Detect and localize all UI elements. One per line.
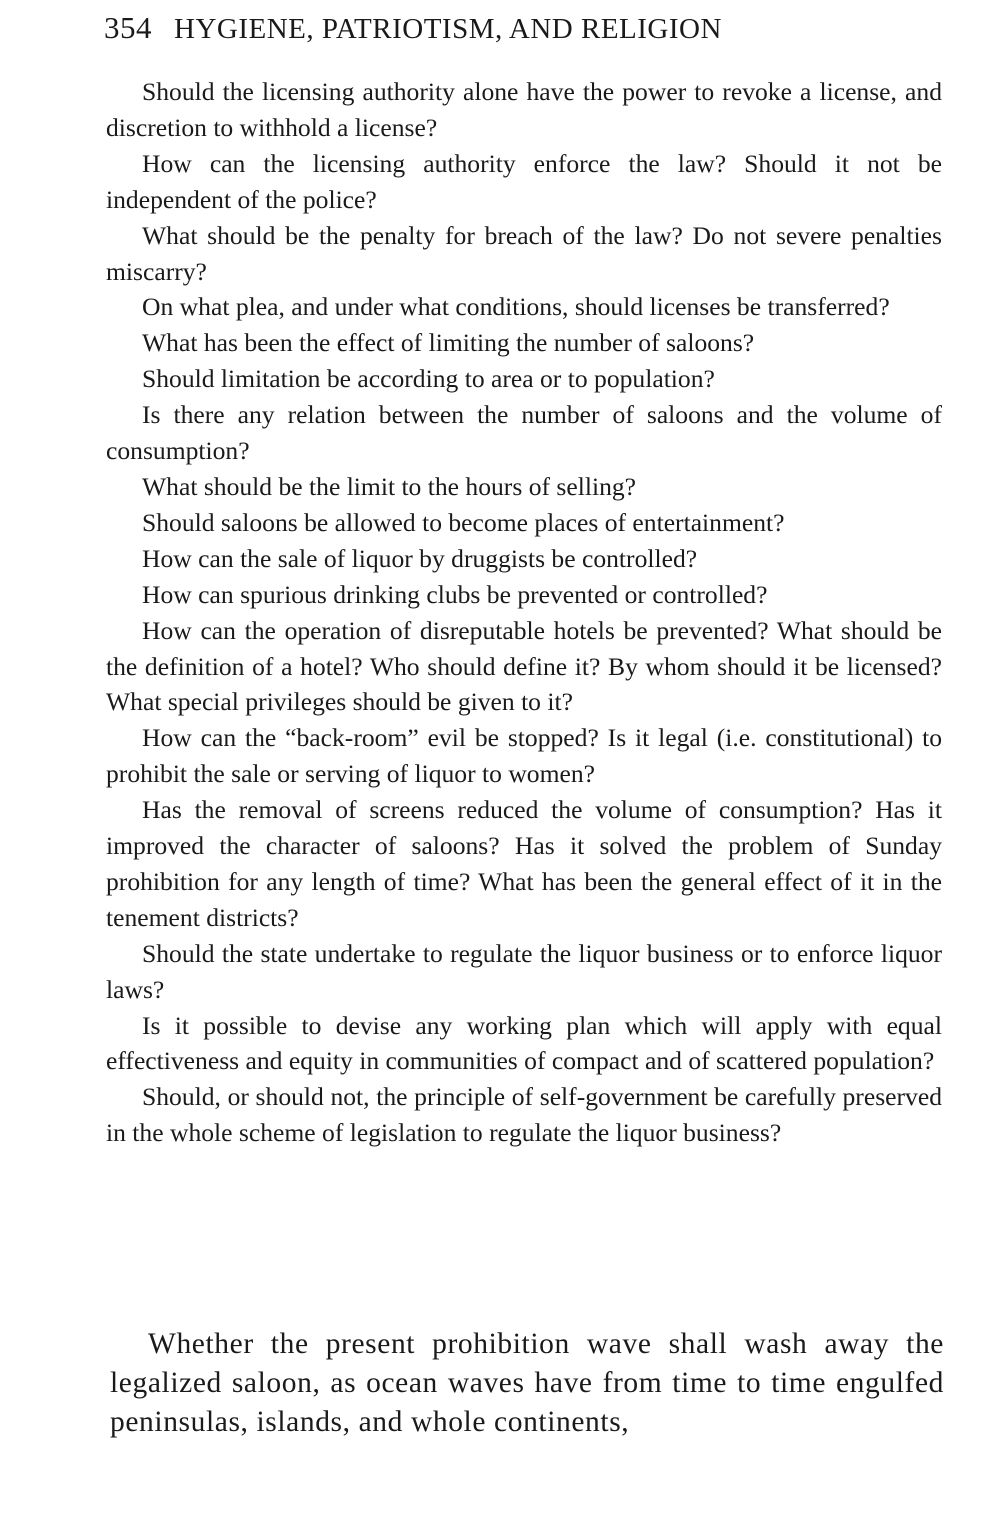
- question-paragraph: Should, or should not, the principle of self-government be carefully preserved in the whole scheme of legislation to regulate the liquor business?: [106, 1082, 942, 1148]
- question-paragraph: Has the removal of screens reduced the volume of consumption? Has it improved the character of saloons? Has it solved the problem of Sunday prohibition for any length of time? What has been the general effect of it in the tenement districts?: [106, 795, 942, 932]
- question-paragraph: Should the state undertake to regulate the liquor business or to enforce liquor laws?: [106, 938, 942, 1004]
- question-paragraph: How can spurious drinking clubs be prevented or controlled?: [142, 579, 768, 609]
- question-paragraph: What has been the effect of limiting the number of saloons?: [142, 328, 755, 358]
- question-paragraph: How can the operation of disreputable hotels be prevented? What should be the definition of a hotel? Who should define it? By whom should it be licensed? What special privileges should be given to it?: [106, 615, 942, 717]
- body-text: [110, 1325, 944, 1442]
- question-paragraph: Should the licensing authority alone have the power to revoke a license, and discretion to withhold a license?: [106, 77, 942, 142]
- question-paragraph: Is it possible to devise any working plan which will apply with equal effectiveness and equity in communities of compact and of scattered population?: [106, 1010, 942, 1076]
- question-paragraph: How can the sale of liquor by druggists be controlled?: [142, 543, 698, 573]
- question-paragraph: How can the licensing authority enforce the law? Should it not be independent of the police?: [106, 148, 942, 214]
- question-paragraph: How can the “back-room” evil be stopped? Is it legal (i.e. constitutional) to prohibit the sale or serving of liquor to women?: [106, 723, 942, 789]
- running-head: [104, 10, 944, 46]
- question-list: [106, 74, 942, 1151]
- question-paragraph: On what plea, and under what conditions, should licenses be transferred?: [142, 292, 890, 322]
- question-paragraph: What should be the penalty for breach of the law? Do not severe penalties miscarry?: [106, 220, 942, 286]
- running-title: HYGIENE, PATRIOTISM, AND RELIGION: [174, 13, 722, 45]
- body-paragraph: Whether the present prohibition wave shall wash away the legalized saloon, as ocean waves have from time to time engulfed peninsulas, islands, and whole continents,: [110, 1328, 944, 1438]
- question-paragraph: Is there any relation between the number of saloons and the volume of consumption?: [106, 400, 942, 466]
- question-paragraph: Should limitation be according to area or to population?: [142, 364, 715, 394]
- question-paragraph: What should be the limit to the hours of selling?: [142, 471, 637, 501]
- question-paragraph: Should saloons be allowed to become places of entertainment?: [142, 507, 785, 537]
- page-number: 354: [104, 10, 152, 45]
